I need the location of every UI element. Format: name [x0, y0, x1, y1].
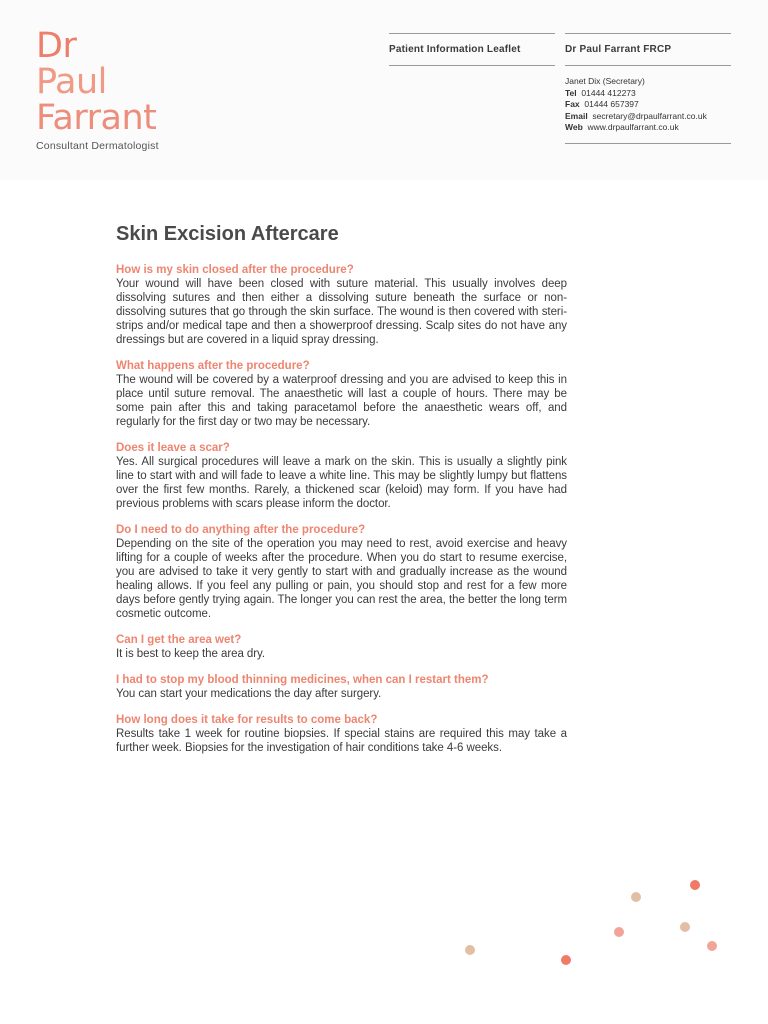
- section-question: How long does it take for results to come back?: [116, 714, 378, 726]
- section-answer: The wound will be covered by a waterproof dressing and you are advised to keep this in place until suture removal. The anaesthetic will last a couple of hours. There may be some pain after this and taking paracetamol before the anaesthetic wears off, and regularly for the first day or two may be necessary.: [116, 374, 567, 428]
- header-right-column: [565, 33, 731, 144]
- web-label: Web: [565, 122, 583, 132]
- section-question: Can I get the area wet?: [116, 634, 242, 646]
- decorative-dot: [680, 922, 690, 932]
- section-question: Does it leave a scar?: [116, 442, 230, 454]
- logo-word-dr: Dr: [36, 26, 77, 66]
- fax-value: 01444 657397: [584, 99, 639, 109]
- logo-word-farrant: Farrant: [36, 98, 157, 138]
- section-answer: Results take 1 week for routine biopsies. If special stains are required this may take a further week. Biopsies for the investigation of hair conditions take 4-6 weeks.: [116, 728, 567, 754]
- email-value[interactable]: secretary@drpaulfarrant.co.uk: [592, 110, 707, 121]
- logo-word-paul: Paul: [36, 62, 107, 102]
- section-question: Do I need to do anything after the procedure?: [116, 524, 366, 536]
- contact-fax: [565, 99, 731, 111]
- page-title: Skin Excision Aftercare: [116, 223, 339, 245]
- doctor-name-label: Dr Paul Farrant FRCP: [565, 44, 672, 55]
- section-question: How is my skin closed after the procedure?: [116, 264, 354, 276]
- section-question: I had to stop my blood thinning medicines, when can I restart them?: [116, 674, 489, 686]
- decorative-dot: [690, 880, 700, 890]
- section-answer: You can start your medications the day after surgery.: [116, 688, 382, 700]
- header-divider: [565, 143, 731, 144]
- contact-email: [565, 111, 731, 123]
- secretary-name: Janet Dix (Secretary): [565, 76, 645, 86]
- document-body: [116, 223, 567, 768]
- section-answer: It is best to keep the area dry.: [116, 648, 266, 660]
- tel-value: 01444 412273: [581, 87, 636, 98]
- logo: [36, 28, 159, 152]
- section-answer: Your wound will have been closed with suture material. This usually involves deep dissolving sutures and then either a dissolving suture beneath the surface or non-dissolving sutures that go through the skin surface. The wound is then covered with steri-strips and/or medical tape and then a showerproof dressing. Scalp sites do not have any dressings but are covered in a liquid spray dressing.: [116, 278, 567, 346]
- decorative-dot: [631, 892, 641, 902]
- section-answer: Depending on the site of the operation you may need to rest, avoid exercise and heavy lifting for a couple of weeks after the procedure. When you do start to resume exercise, you are advised to take it very gently to start with and gradually increase as the wound healing allows. If you feel any pulling or pain, you should stop and rest for a few more days before gently trying again. The longer you can rest the area, the better the long term cosmetic outcome.: [116, 538, 567, 620]
- contact-details: [565, 66, 731, 143]
- contact-tel: [565, 88, 731, 100]
- section-question: What happens after the procedure?: [116, 360, 310, 372]
- header-left-column: [389, 33, 555, 66]
- decorative-dot: [707, 941, 717, 951]
- contact-web: [565, 122, 731, 134]
- section-answer: Yes. All surgical procedures will leave a mark on the skin. This is usually a slightly pink line to start with and will fade to leave a white line. This may be slightly lumpy but flattens over the first few months. Rarely, a thickened scar (keloid) may form. If you have had previous problems with scars please inform the doctor.: [116, 456, 567, 510]
- web-value[interactable]: www.drpaulfarrant.co.uk: [587, 122, 679, 132]
- logo-subtitle: Consultant Dermatologist: [36, 140, 159, 152]
- fax-label: Fax: [565, 99, 580, 109]
- decorative-dot: [614, 927, 624, 937]
- header-divider: [389, 65, 555, 66]
- tel-label: Tel: [565, 87, 577, 98]
- email-label: Email: [565, 110, 588, 121]
- leaflet-label: Patient Information Leaflet: [389, 44, 521, 55]
- decorative-dot: [465, 945, 475, 955]
- decorative-dot: [561, 955, 571, 965]
